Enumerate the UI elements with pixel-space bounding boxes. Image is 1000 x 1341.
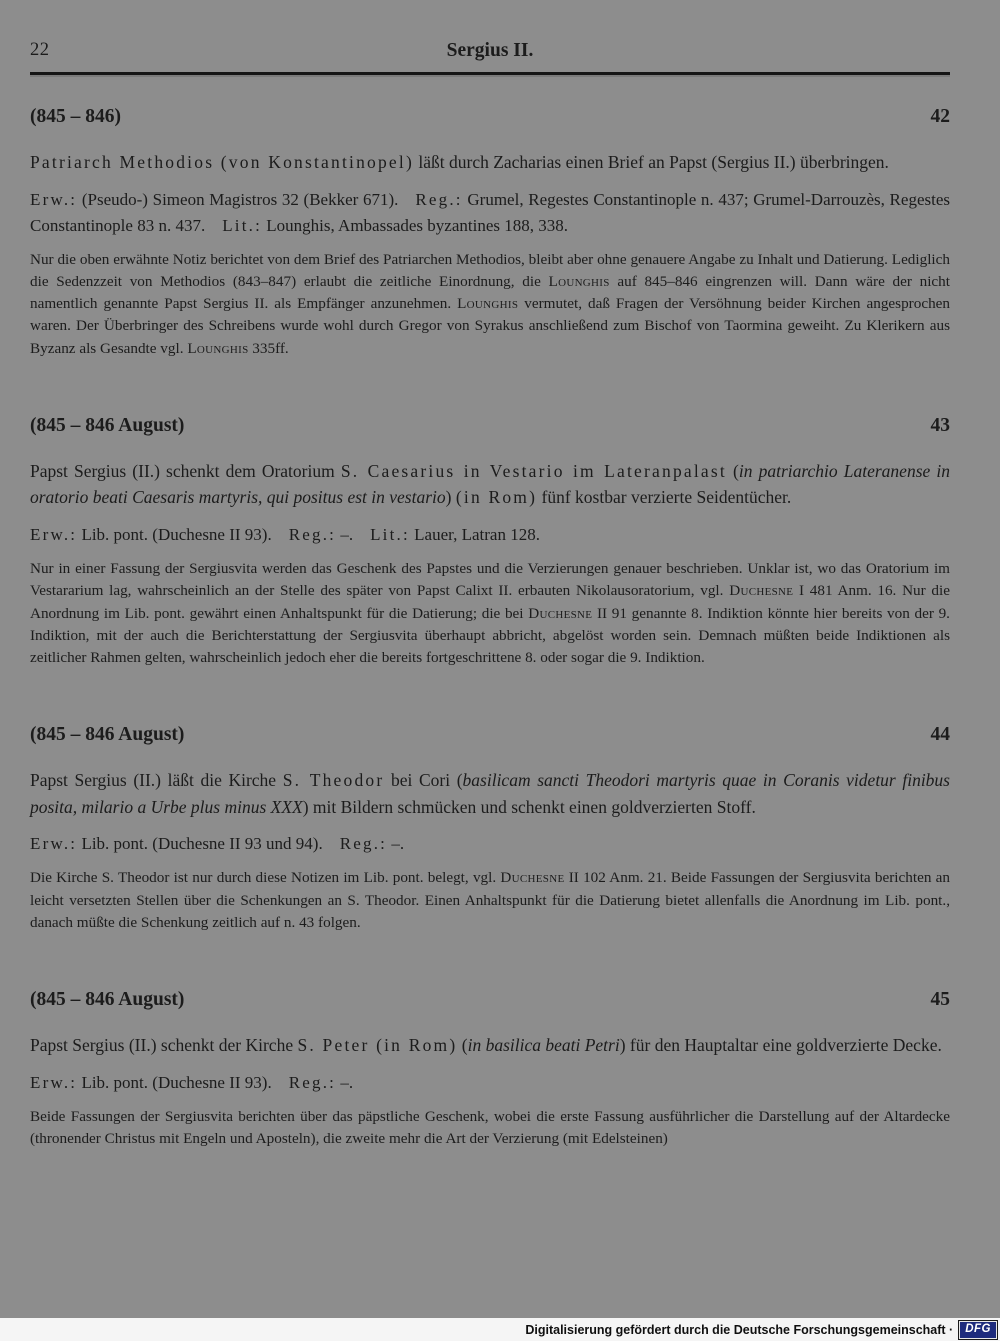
entry-heading: [30, 414, 950, 438]
page-number: 22: [30, 40, 50, 60]
digitization-credit: Digitalisierung gefördert durch die Deutsche Forschungsgemeinschaft ·: [525, 1322, 954, 1337]
entry-number: 44: [930, 724, 950, 746]
sources-line: Erw.: Lib. pont. (Duchesne II 93). Reg.: –. Lit.: Lauer, Latran 128.: [30, 524, 540, 544]
entry-number: 45: [930, 989, 950, 1011]
regest-text: Papst Sergius (II.) läßt die Kirche S. Theodor bei Cori (basilicam sancti Theodori martyris quae in Coranis videtur finibus posita, milario a Urbe plus minus XXX) mit Bildern schmücken und schenkt einen goldverzierten Stoff.: [30, 770, 950, 817]
regest-text: Papst Sergius (II.) schenkt der Kirche S. Peter (in Rom) (in basilica beati Petri) für den Hauptaltar eine goldverzierte Decke.: [30, 1035, 942, 1056]
entry-heading: [30, 105, 950, 129]
commentary-text: Die Kirche S. Theodor ist nur durch diese Notizen im Lib. pont. belegt, vgl. Duchesne II 102 Anm. 21. Beide Fassungen der Sergiusvita berichten an leicht versetzten Stellen über die Schenkungen an S. Theodor. Einen Anhaltspunkt für die Datierung bietet allenfalls die Anordnung im Lib. pont., danach müßte die Schenkung zeitlich auf n. 43 folgen.: [30, 869, 950, 932]
entry-date: (845 – 846): [30, 106, 121, 127]
regest-entry-42: [30, 105, 950, 360]
commentary-text: Nur in einer Fassung der Sergiusvita werden das Geschenk des Papstes und die Verzierungen genauer beschrieben. Unklar ist, wo das Oratorium im Vestararium lag, wahrscheinlich an der Stelle des später von Papst Calixt II. erbauten Nikolausoratorium, vgl. Duchesne I 481 Anm. 16. Nur die Anordnung im Lib. pont. gewährt einen Anhaltspunkt für die Datierung; die bei Duchesne II 91 genannte 8. Indiktion könnte hier bereits von der 9. Indiktion, mit der auch die Berichterstattung der Sergiusvita überhaupt abbricht, abgelöst worden sein. Demnach müßten beide Indiktionen als zeitlicher Rahmen gelten, wahrscheinlich jedoch eher die bereits fortgeschrittene 8. oder sogar die 9. Indiktion.: [30, 559, 950, 667]
sources-line: Erw.: Lib. pont. (Duchesne II 93 und 94). Reg.: –.: [30, 834, 405, 854]
commentary-text: Beide Fassungen der Sergiusvita berichten über das päpstliche Geschenk, wobei die erste Fassung ausführlicher die Darstellung auf der Altardecke (thronender Christus mit Engeln und Aposteln), die zweite mehr die Art der Verzierung (mit Edelsteinen): [30, 1107, 950, 1148]
sources-line: Erw.: (Pseudo-) Simeon Magistros 32 (Bekker 671). Reg.: Grumel, Regestes Constantinople n. 437; Grumel-Darrouzès, Regestes Constantinople 83 n. 437. Lit.: Lounghis, Ambassades byzantines 188, 338.: [30, 189, 950, 235]
running-title: Sergius II.: [446, 40, 534, 61]
entry-heading: [30, 988, 950, 1012]
regest-entry-45: [30, 988, 950, 1150]
entry-heading: [30, 723, 950, 747]
running-header: [30, 40, 950, 66]
entry-date: (845 – 846 August): [30, 724, 185, 746]
regest-entry-43: [30, 414, 950, 669]
entry-date: (845 – 846 August): [30, 989, 185, 1011]
entry-number: 42: [930, 106, 950, 127]
header-rule: [30, 72, 950, 75]
scanned-book-page: [30, 40, 950, 1150]
dfg-logo: DFG: [959, 1321, 997, 1339]
regest-text: Patriarch Methodios (von Konstantinopel) läßt durch Zacharias einen Brief an Papst (Sergius II.) überbringen.: [30, 152, 889, 172]
digitization-footer: [0, 1318, 1000, 1341]
regest-entry-44: [30, 723, 950, 934]
commentary-text: Nur die oben erwähnte Notiz berichtet von dem Brief des Patriarchen Methodios, bleibt aber ohne genauere Angabe zu Inhalt und Datierung. Lediglich die Sedenzzeit von Methodios (843–847) erlaubt die zeitliche Einordnung, die Lounghis auf 845–846 eingrenzen will. Dann wäre der nicht namentlich genannte Papst Sergius II. als Empfänger anzunehmen. Lounghis vermutet, daß Fragen der Versöhnung beider Kirchen angesprochen waren. Der Überbringer des Schreibens wurde wohl durch Gregor von Syrakus anschließend zum Bischof von Taormina geweiht. Zu Klerikern aus Byzanz als Gesandte vgl. Lounghis 335ff.: [30, 250, 950, 357]
entry-number: 43: [930, 414, 950, 436]
regest-text: Papst Sergius (II.) schenkt dem Oratorium S. Caesarius in Vestario im Lateranpalast (in patriarchio Lateranense in oratorio beati Caesaris martyris, qui positus est in vestario) (in Rom) fünf kostbar verzierte Seidentücher.: [30, 460, 950, 508]
entry-date: (845 – 846 August): [30, 414, 185, 436]
sources-line: Erw.: Lib. pont. (Duchesne II 93). Reg.: –.: [30, 1072, 354, 1092]
